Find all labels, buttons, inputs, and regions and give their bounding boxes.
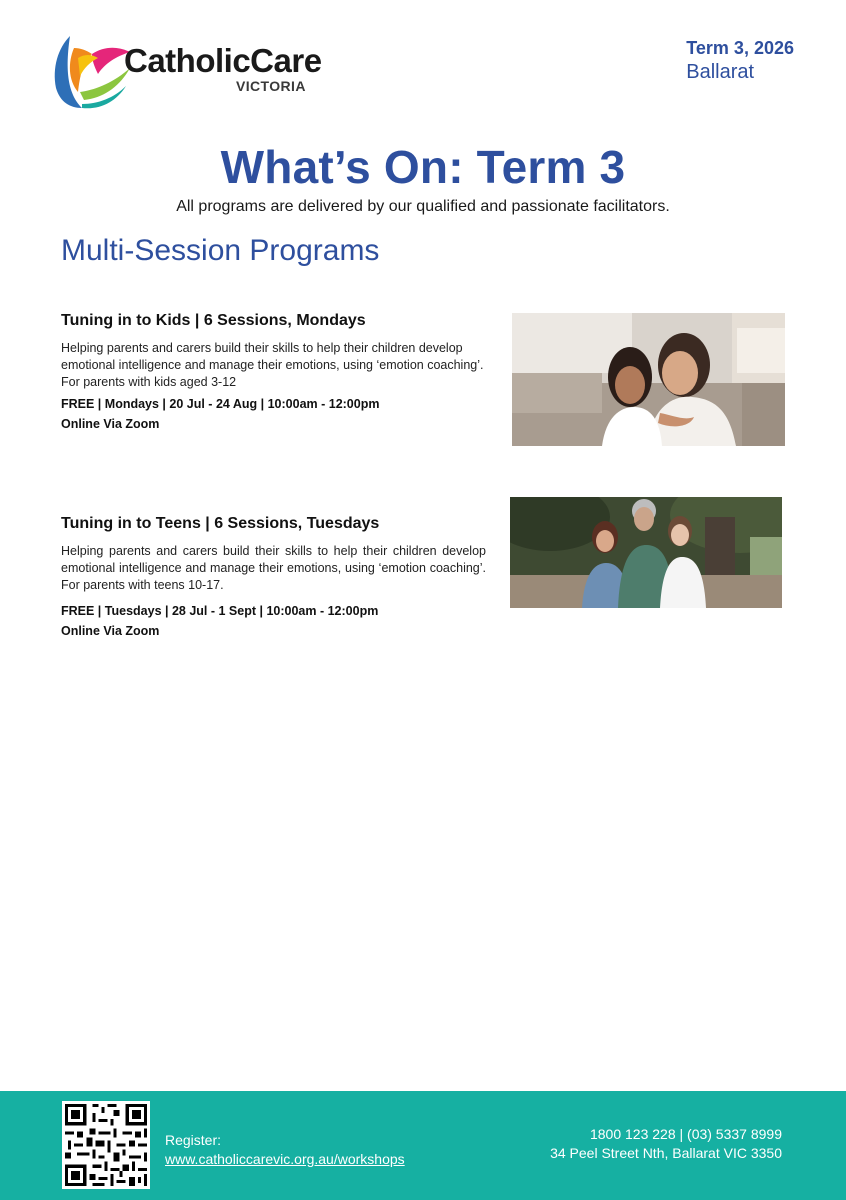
- location-label: Ballarat: [686, 61, 755, 83]
- program-card-kids: [61, 312, 486, 431]
- term-info: [686, 38, 794, 84]
- register-label: Register:: [165, 1132, 222, 1148]
- page-title: What’s On: Term 3: [220, 141, 626, 193]
- program-description: Helping parents and carers build their skills to help their children develop emotional intelligence and manage their emotions, using ‘emotion coaching’. For parents with kids aged 3-12: [61, 341, 484, 389]
- logo-wordmark: CatholicCare: [124, 42, 322, 79]
- photo-family-park: [510, 497, 782, 608]
- term-label: Term 3, 2026: [686, 38, 794, 58]
- qr-code-icon: [62, 1101, 150, 1189]
- register-link[interactable]: www.catholiccarevic.org.au/workshops: [165, 1151, 405, 1167]
- footer-bar: [0, 1091, 846, 1200]
- logo-subtitle: VICTORIA: [236, 78, 306, 94]
- section-title: Multi-Session Programs: [61, 234, 380, 267]
- catholiccare-logo: [48, 28, 328, 114]
- photo-family-park-image: [510, 497, 782, 608]
- contact-block: [550, 1125, 782, 1163]
- program-card-teens: [61, 515, 486, 638]
- program-details: FREE | Mondays | 20 Jul - 24 Aug | 10:00am - 12:00pm: [61, 397, 380, 411]
- photo-mother-daughter-image: [512, 313, 785, 446]
- register-block: [165, 1131, 405, 1169]
- qr-code[interactable]: [62, 1101, 150, 1189]
- phone-numbers: 1800 123 228 | (03) 5337 8999: [589, 1126, 782, 1142]
- program-location: Online Via Zoom: [61, 624, 160, 638]
- butterfly-logo-icon: [48, 28, 132, 112]
- photo-mother-daughter: [512, 313, 785, 446]
- program-details: FREE | Tuesdays | 28 Jul - 1 Sept | 10:00am - 12:00pm: [61, 604, 379, 618]
- page-subtitle: All programs are delivered by our qualified and passionate facilitators.: [176, 198, 670, 215]
- program-description: Helping parents and carers build their skills to help their children develop emotional intelligence and manage their emotions, using ‘emotion coaching’. For parents with teens 10-17.: [61, 544, 486, 592]
- program-location: Online Via Zoom: [61, 417, 160, 431]
- program-title: Tuning in to Teens | 6 Sessions, Tuesdays: [61, 515, 380, 532]
- address: 34 Peel Street Nth, Ballarat VIC 3350: [550, 1145, 782, 1161]
- program-title: Tuning in to Kids | 6 Sessions, Mondays: [61, 312, 366, 329]
